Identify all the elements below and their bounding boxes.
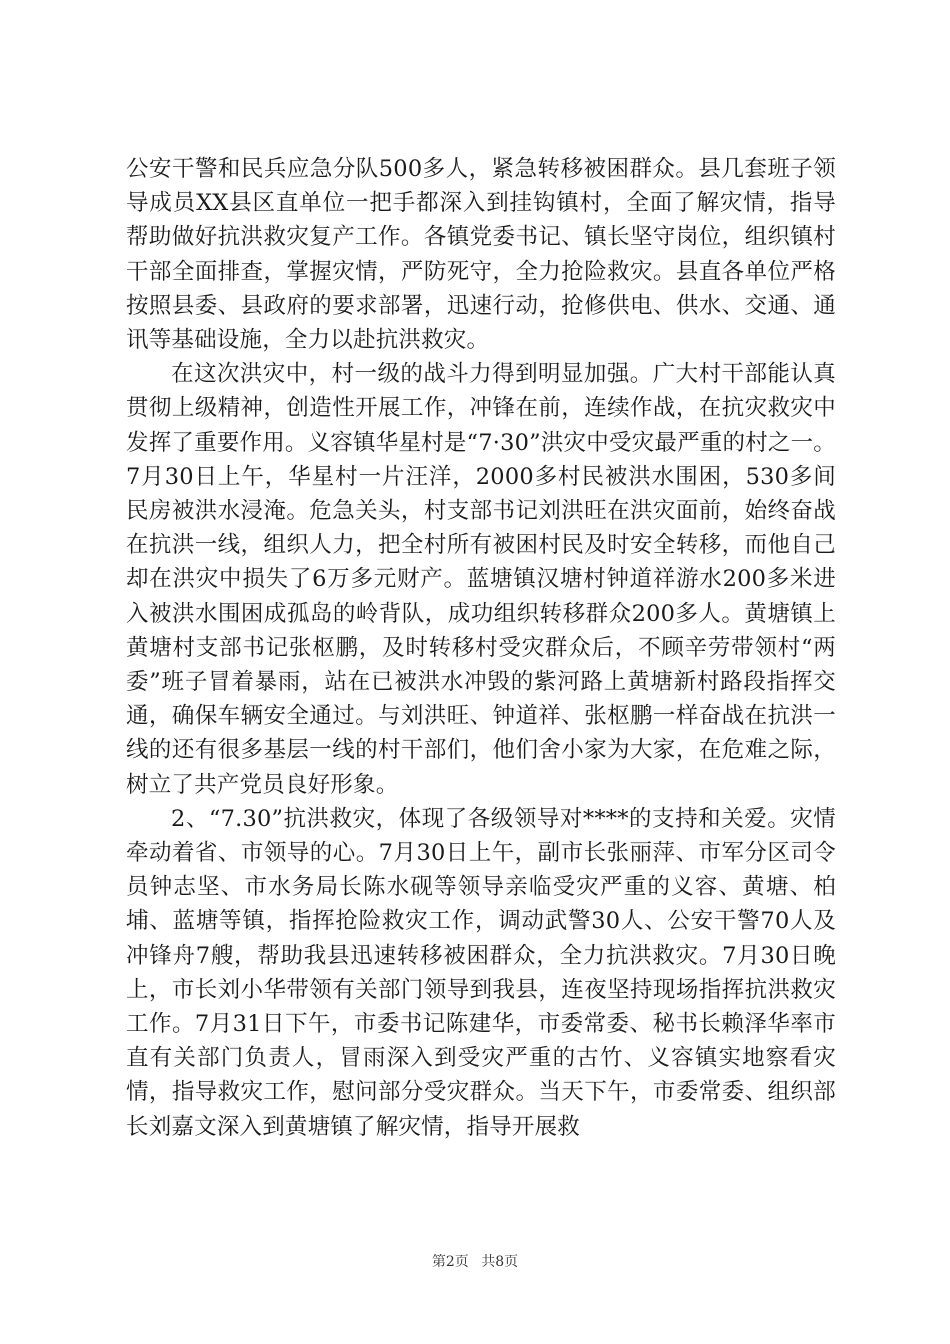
- document-body: [126, 152, 836, 1144]
- paragraph-3: 2、“7.30”抗洪救灾，体现了各级领导对****的支持和关爱。灾情牵动着省、市领导的心。7月30日上午，副市长张丽萍、市军分区司令员钟志坚、市水务局长陈水砚等领导亲临受灾严重的义容、黄塘、柏埔、蓝塘等镇，指挥抢险救灾工作，调动武警30人、公安干警70人及冲锋舟7艘，帮助我县迅速转移被困群众，全力抗洪救灾。7月30日晚上，市长刘小华带领有关部门领导到我县，连夜坚持现场指挥抗洪救灾工作。7月31日下午，市委书记陈建华，市委常委、秘书长赖泽华率市直有关部门负责人，冒雨深入到受灾严重的古竹、义容镇实地察看灾情，指导救灾工作，慰问部分受灾群众。当天下午，市委常委、组织部长刘嘉文深入到黄塘镇了解灾情，指导开展救: [126, 805, 836, 1140]
- page-total: 共8页: [481, 1254, 519, 1270]
- paragraph-1: 公安干警和民兵应急分队500多人，紧急转移被困群众。县几套班子领导成员XX县区直单位一把手都深入到挂钩镇村，全面了解灾情，指导帮助做好抗洪救灾复产工作。各镇党委书记、镇长坚守岗位，组织镇村干部全面排查，掌握灾情，严防死守，全力抢险救灾。县直各单位严格按照县委、县政府的要求部署，迅速行动，抢修供电、供水、交通、通讯等基础设施，全力以赴抗洪救灾。: [126, 156, 836, 354]
- page-number: 第2页: [431, 1254, 469, 1270]
- paragraph-2: 在这次洪灾中，村一级的战斗力得到明显加强。广大村干部能认真贯彻上级精神，创造性开展工作，冲锋在前，连续作战，在抗灾救灾中发挥了重要作用。义容镇华星村是“7·30”洪灾中受灾最严重的村之一。7月30日上午，华星村一片汪洋，2000多村民被洪水围困，530多间民房被洪水浸淹。危急关头，村支部书记刘洪旺在洪灾面前，始终奋战在抗洪一线，组织人力，把全村所有被困村民及时安全转移，而他自己却在洪灾中损失了6万多元财产。蓝塘镇汉塘村钟道祥游水200多米进入被洪水围困成孤岛的岭背队，成功组织转移群众200多人。黄塘镇上黄塘村支部书记张枢鹏，及时转移村受灾群众后，不顾辛劳带领村“两委”班子冒着暴雨，站在已被洪水冲毁的紫河路上黄塘新村路段指挥交通，确保车辆安全通过。与刘洪旺、钟道祥、张枢鹏一样奋战在抗洪一线的还有很多基层一线的村干部们，他们舍小家为大家，在危难之际，树立了共产党员良好形象。: [126, 361, 836, 798]
- page-footer: [0, 1251, 950, 1271]
